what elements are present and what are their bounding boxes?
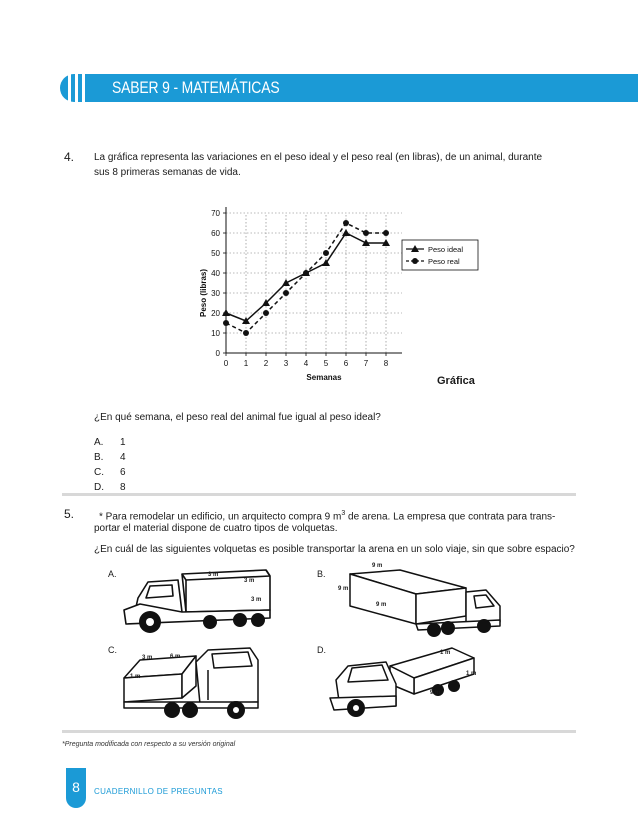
option-value: 4 <box>120 452 126 463</box>
point-peso-real <box>383 230 389 236</box>
option-b[interactable] <box>94 452 126 463</box>
truck-a-letter[interactable]: A. <box>108 569 117 579</box>
series-line-peso-ideal <box>226 233 386 321</box>
option-d[interactable] <box>94 482 126 493</box>
x-tick-label: 8 <box>383 359 389 368</box>
option-letter: C. <box>94 467 104 478</box>
point-peso-real <box>223 320 229 326</box>
question-5-line1-post: de arena. La empresa que contrata para trans- <box>345 511 556 523</box>
point-peso-real <box>363 230 369 236</box>
y-tick-label: 70 <box>211 209 220 218</box>
question-5-number: 5. <box>64 507 75 521</box>
point-peso-ideal <box>342 229 350 236</box>
x-tick-label: 3 <box>283 359 289 368</box>
x-tick-label: 0 <box>223 359 229 368</box>
legend-label: Peso real <box>428 257 460 266</box>
banner-stripe <box>75 74 78 102</box>
truck-b-letter[interactable]: B. <box>317 569 326 579</box>
y-tick-label: 10 <box>211 329 220 338</box>
truck-a-dim-height: 3 m <box>251 597 262 603</box>
point-peso-ideal <box>282 279 290 286</box>
option-letter: A. <box>94 437 104 448</box>
truck-d-image[interactable] <box>326 644 486 720</box>
question-4-line2: sus 8 primeras semanas de vida. <box>94 167 241 178</box>
y-tick-label: 50 <box>211 249 220 258</box>
truck-a-dim-length: 3 m <box>208 572 219 578</box>
question-4-prompt: ¿En qué semana, el peso real del animal fue igual al peso ideal? <box>94 412 381 423</box>
truck-c-letter[interactable]: C. <box>108 645 117 655</box>
option-letter: B. <box>94 452 104 463</box>
option-c[interactable] <box>94 467 126 478</box>
x-tick-label: 2 <box>263 359 269 368</box>
question-5-exponent: 3 <box>341 510 346 517</box>
truck-b-dim-length: 9 m <box>376 602 387 608</box>
page-number: 8 <box>72 779 80 795</box>
truck-a-dim-width: 3 m <box>244 578 255 584</box>
question-4-number: 4. <box>64 150 75 164</box>
question-5-line1-pre: * Para remodelar un edificio, un arquitecto compra 9 m <box>99 511 342 523</box>
truck-d-letter[interactable]: D. <box>317 645 326 655</box>
header-title: SABER 9 - MATEMÁTICAS <box>112 78 280 97</box>
truck-c-image[interactable] <box>112 640 272 722</box>
y-tick-label: 30 <box>211 289 220 298</box>
figure-caption: Gráfica <box>437 375 475 387</box>
x-tick-label: 4 <box>303 359 309 368</box>
chart-grid <box>226 213 402 353</box>
truck-c-dim-width: 3 m <box>142 655 153 661</box>
x-tick-label: 7 <box>363 359 369 368</box>
x-tick-label: 1 <box>243 359 249 368</box>
section-divider <box>62 493 576 496</box>
y-axis-title: Peso (libras) <box>199 268 208 318</box>
truck-d-dim-width: 1 m <box>440 650 451 656</box>
truck-b-image[interactable] <box>336 566 506 638</box>
point-peso-real <box>303 270 309 276</box>
truck-d-dim-height: 1 m <box>466 671 477 677</box>
truck-b-dim-side: 9 m <box>338 586 349 592</box>
x-tick-label: 5 <box>323 359 329 368</box>
y-tick-label: 0 <box>215 349 220 358</box>
legend-marker-circle <box>412 258 418 264</box>
option-letter: D. <box>94 482 104 493</box>
point-peso-real <box>343 220 349 226</box>
truck-b-dim-top: 9 m <box>372 563 383 569</box>
y-tick-label: 40 <box>211 269 220 278</box>
chart-legend <box>402 240 478 270</box>
y-tick-label: 20 <box>211 309 220 318</box>
option-value: 1 <box>120 437 126 448</box>
point-peso-real <box>283 290 289 296</box>
truck-c-dim-height: 1 m <box>130 674 141 680</box>
question-5-prompt: ¿En cuál de las siguientes volquetas es posible transportar la arena en un solo viaje, sin que sobre espacio? <box>94 544 575 555</box>
point-peso-ideal <box>222 309 230 316</box>
point-peso-real <box>263 310 269 316</box>
truck-d-dim-length: 9 m <box>430 690 441 696</box>
weight-chart <box>180 200 490 390</box>
question-5-line2: portar el material dispone de cuatro tipos de volquetas. <box>94 523 338 534</box>
banner-stripe <box>68 74 71 102</box>
footnote: *Pregunta modificada con respecto a su versión original <box>62 741 236 748</box>
x-axis-title: Semanas <box>306 373 342 382</box>
footer-label: CUADERNILLO DE PREGUNTAS <box>94 787 223 796</box>
banner-stripe <box>82 74 85 102</box>
point-peso-real <box>323 250 329 256</box>
truck-c-dim-length: 6 m <box>170 654 181 660</box>
option-value: 6 <box>120 467 126 478</box>
section-divider <box>62 730 576 733</box>
option-value: 8 <box>120 482 126 493</box>
y-tick-label: 60 <box>211 229 220 238</box>
legend-label: Peso ideal <box>428 245 464 254</box>
x-tick-label: 6 <box>343 359 349 368</box>
point-peso-real <box>243 330 249 336</box>
option-a[interactable] <box>94 437 126 448</box>
question-4-line1: La gráfica representa las variaciones en el peso ideal y el peso real (en libras), de un animal, durante <box>94 152 543 163</box>
